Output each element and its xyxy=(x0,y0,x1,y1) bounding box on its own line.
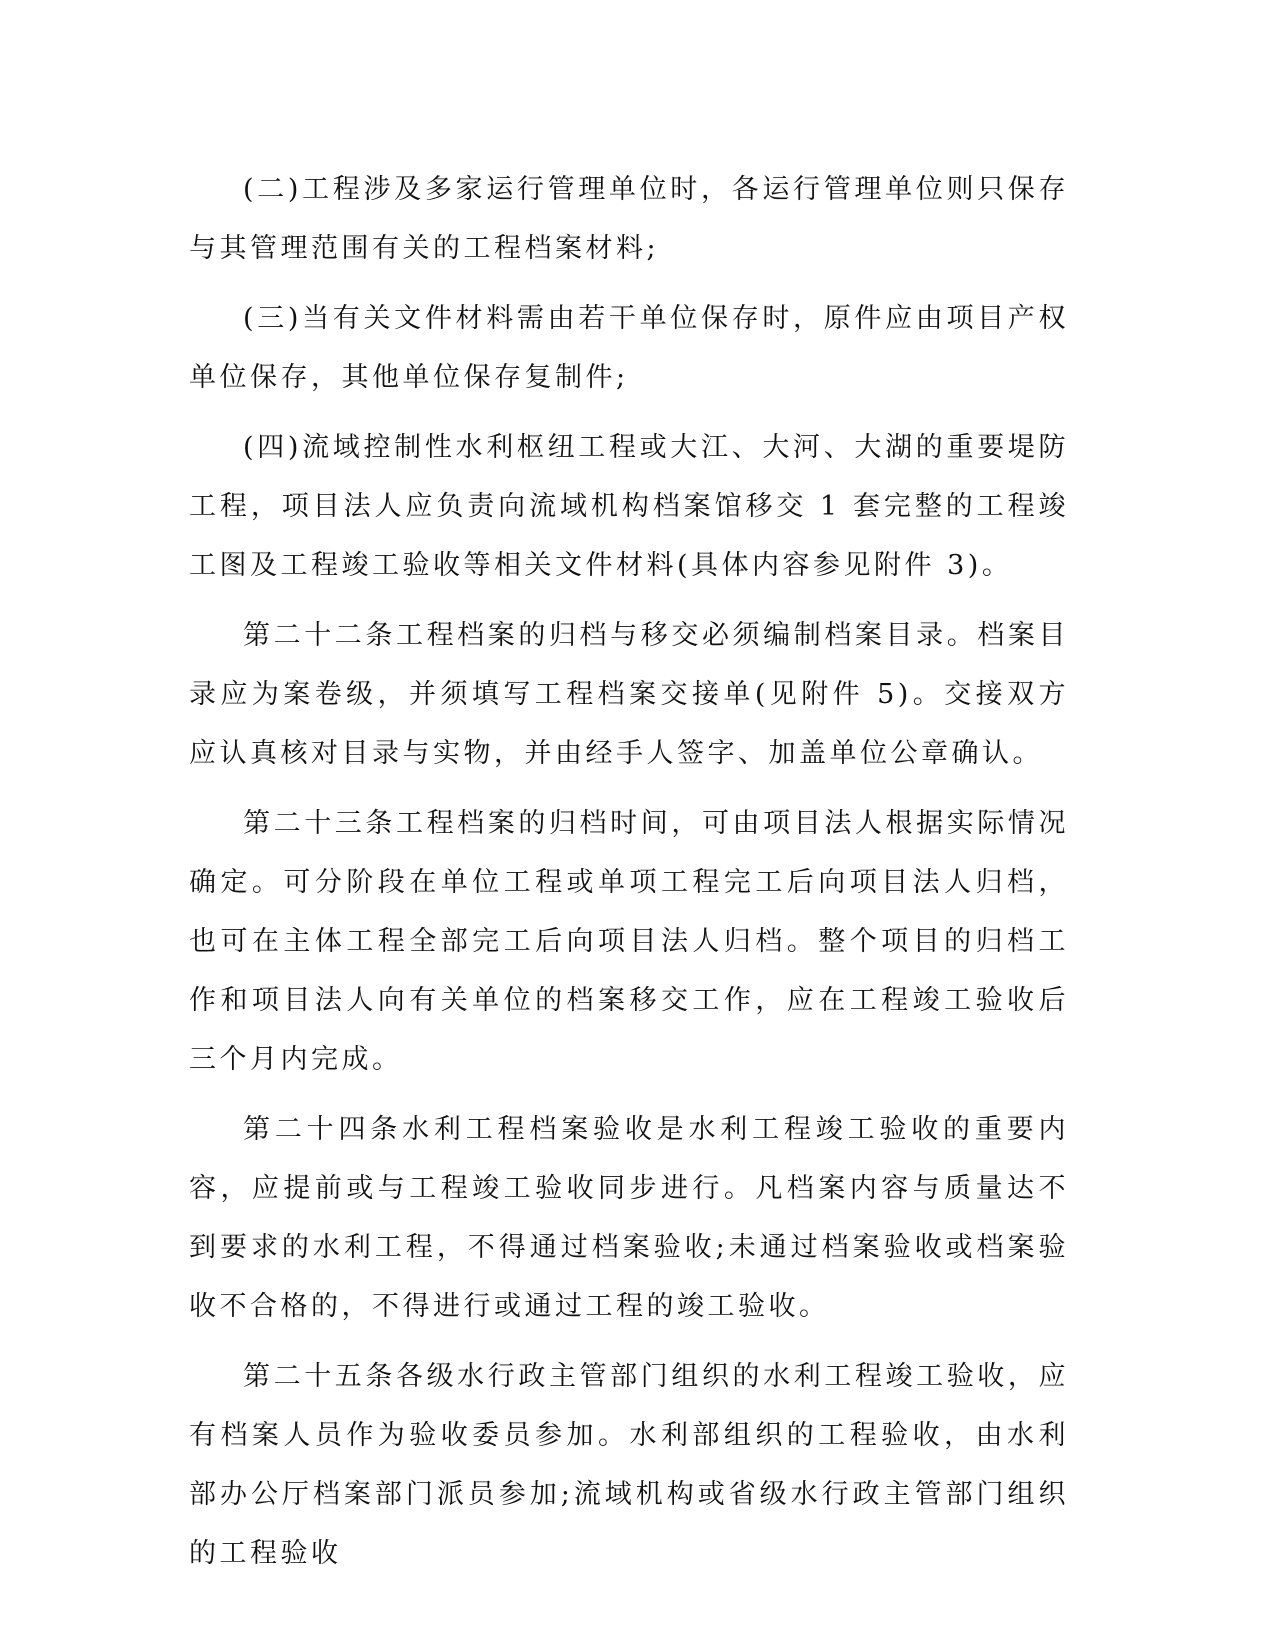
paragraph-item-2: (二)工程涉及多家运行管理单位时，各运行管理单位则只保存与其管理范围有关的工程档案材料; xyxy=(189,174,1069,264)
paragraph-item-3: (三)当有关文件材料需由若干单位保存时，原件应由项目产权单位保存，其他单位保存复制件; xyxy=(189,303,1069,393)
document-body xyxy=(189,160,1069,1583)
article-25-paragraph: 第二十五条各级水行政主管部门组织的水利工程竣工验收，应有档案人员作为验收委员参加。水利部组织的工程验收，由水利部办公厅档案部门派员参加;流域机构或省级水行政主管部门组织的工程验收 xyxy=(189,1361,1069,1569)
article-23-paragraph: 第二十三条工程档案的归档时间，可由项目法人根据实际情况确定。可分阶段在单位工程或单项工程完工后向项目法人归档，也可在主体工程全部完工后向项目法人归档。整个项目的归档工作和项目法人向有关单位的档案移交工作，应在工程竣工验收后三个月内完成。 xyxy=(189,808,1069,1075)
article-24-paragraph: 第二十四条水利工程档案验收是水利工程竣工验收的重要内容，应提前或与工程竣工验收同步进行。凡档案内容与质量达不到要求的水利工程，不得通过档案验收;未通过档案验收或档案验收不合格的，不得进行或通过工程的竣工验收。 xyxy=(189,1114,1069,1322)
article-22-paragraph: 第二十二条工程档案的归档与移交必须编制档案目录。档案目录应为案卷级，并须填写工程档案交接单(见附件 5)。交接双方应认真核对目录与实物，并由经手人签字、加盖单位公章确认。 xyxy=(189,620,1069,769)
paragraph-item-4: (四)流域控制性水利枢纽工程或大江、大河、大湖的重要堤防工程，项目法人应负责向流域机构档案馆移交 1 套完整的工程竣工图及工程竣工验收等相关文件材料(具体内容参见附件 3)。 xyxy=(189,432,1069,581)
